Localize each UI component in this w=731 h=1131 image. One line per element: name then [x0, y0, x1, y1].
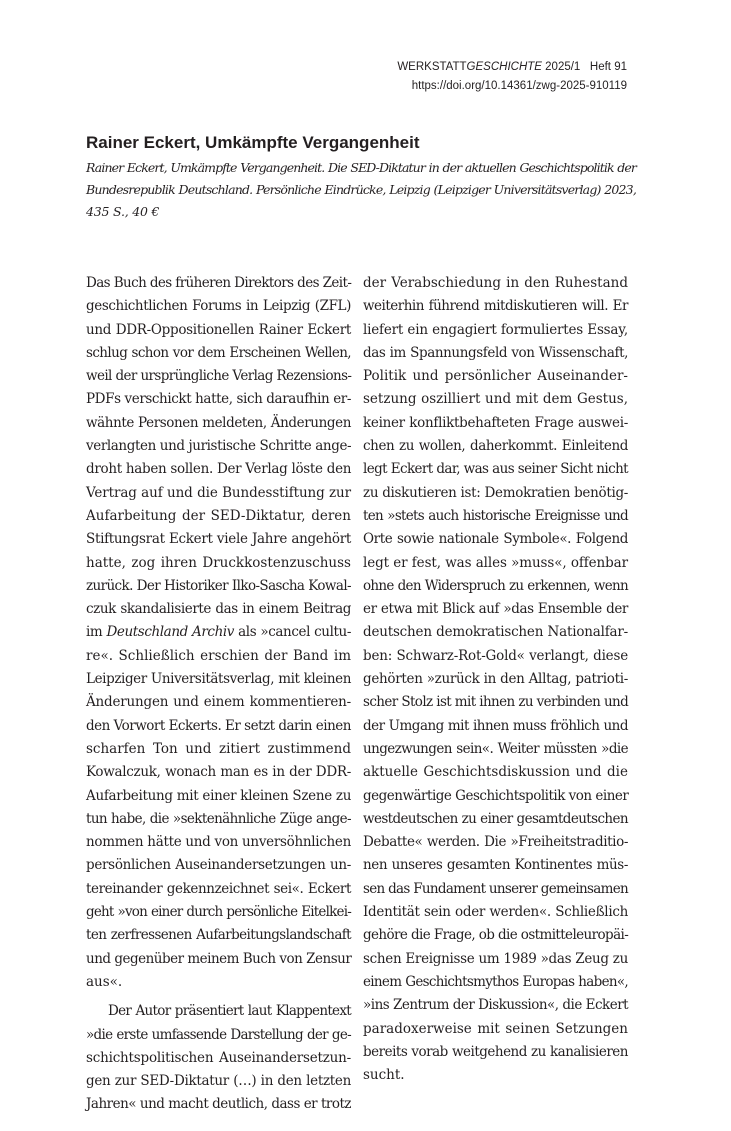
body-text-line: sucht. — [363, 1067, 405, 1084]
body-text-line: legt er fest, was alles »muss«, offenbar — [363, 554, 628, 571]
body-text-line: tun habe, die »sektenähnliche Züge ange- — [86, 810, 351, 827]
body-text-line: tereinander gekennzeichnet sei«. Eckert — [86, 880, 351, 897]
body-text-line: nommen hätte und von unversöhnlichen — [86, 834, 352, 851]
body-text-line: Stiftungsrat Eckert viele Jahre angehört — [86, 531, 351, 548]
body-text-line: Kowalczuk, wonach man es in der DDR- — [86, 764, 351, 781]
review-title: Rainer Eckert, Umkämpfte Vergangenheit — [86, 133, 420, 152]
body-text-line: schichtspolitischen Auseinandersetzun- — [86, 1049, 351, 1066]
reference-line: Rainer Eckert, Umkämpfte Vergangenheit. Die SED-Diktatur in der aktuellen Geschichtspolitik der — [86, 160, 636, 175]
body-text-line: geschichtlichen Forums in Leipzig (ZFL) — [86, 298, 351, 315]
body-text-line: Leipziger Universitätsverlag, mit kleinen — [86, 671, 351, 688]
journal-issue-line — [397, 58, 627, 77]
body-text-line: chen zu wollen, daherkommt. Einleitend — [363, 438, 628, 455]
body-text-line: legt Eckert dar, was aus seiner Sicht nicht — [363, 461, 628, 478]
doi-link[interactable]: https://doi.org/10.14361/zwg-2025-910119 — [411, 80, 627, 92]
body-text-line: schen Ereignisse um 1989 »das Zeug zu — [363, 950, 628, 967]
body-text-line: er etwa mit Blick auf »das Ensemble der — [363, 601, 628, 618]
body-text-line: ben: Schwarz-Rot-Gold« verlangt, diese — [363, 647, 628, 664]
body-text-line: Vertrag auf und die Bundesstiftung zur — [86, 484, 351, 501]
body-text-line: schlug schon vor dem Erscheinen Wellen, — [86, 344, 351, 361]
body-text-line: Jahren« und macht deutlich, dass er trotz — [86, 1096, 351, 1113]
journal-header — [397, 58, 627, 96]
body-text-line: weiterhin führend mitdiskutieren will. Er — [363, 298, 628, 315]
body-text-line: gehörten »zurück in den Alltag, patrioti- — [363, 671, 628, 688]
body-text-line: und DDR-Oppositionellen Rainer Eckert — [86, 321, 351, 338]
body-text-line: den Vorwort Eckerts. Er setzt darin einen — [86, 717, 351, 734]
body-text-line: Änderungen und einem kommentieren- — [86, 694, 351, 711]
body-text-line: liefert ein engagiert formuliertes Essay, — [363, 321, 628, 338]
body-text-line: ohne den Widerspruch zu erkennen, wenn — [363, 577, 628, 594]
body-text-line: und gegenüber meinem Buch von Zensur — [86, 950, 352, 967]
body-text-line: aktuelle Geschichtsdiskussion und die — [363, 764, 628, 781]
body-column-right — [363, 272, 628, 1087]
body-text-line: der Verabschiedung in den Ruhestand — [363, 275, 628, 291]
body-text-line: Debatte« werden. Die »Freiheitstraditio- — [363, 834, 628, 851]
body-text-line: Aufarbeitung mit einer kleinen Szene zu — [86, 787, 352, 804]
body-text-line: zurück. Der Historiker Ilko-Sascha Kowal- — [86, 577, 351, 594]
body-text-line: czuk skandalisierte das in einem Beitrag — [86, 601, 351, 618]
body-text-line: nen unseres gesamten Kontinentes müs- — [363, 857, 628, 874]
reference-line: 435 S., 40 € — [86, 204, 160, 219]
journal-title-italic: Deutschland Archiv — [106, 624, 235, 641]
body-text-line: deutschen demokratischen Nationalfar- — [363, 624, 628, 641]
body-text-line: gegenwärtige Geschichtspolitik von einer — [363, 787, 629, 804]
body-text-line: der Umgang mit ihnen muss fröhlich und — [363, 717, 628, 734]
body-text-line: das im Spannungsfeld von Wissenschaft, — [363, 344, 628, 361]
body-text-line: gen zur SED-Diktatur (…) in den letzten — [86, 1073, 351, 1090]
body-text-line: scharfen Ton und zitiert zustimmend — [86, 740, 351, 757]
body-text-line: Aufarbeitung der SED-Diktatur, deren — [86, 507, 351, 524]
body-text-line: persönlichen Auseinandersetzungen un- — [86, 857, 351, 874]
journal-name-italic: GESCHICHTE — [466, 61, 542, 73]
journal-name-prefix: WERKSTATT — [397, 61, 467, 73]
body-text-line: westdeutschen zu einer gesamtdeutschen — [363, 810, 628, 827]
body-text-line: bereits vorab weitgehend zu kanalisieren — [363, 1043, 628, 1060]
journal-issue: 2025/1 Heft 91 — [541, 61, 627, 73]
body-text-line: Das Buch des früheren Direktors des Zeit- — [86, 275, 352, 291]
body-text-line: droht haben sollen. Der Verlag löste den — [86, 461, 352, 478]
body-text-line: ten »stets auch historische Ereignisse und — [363, 507, 628, 524]
body-text-line: verlangten und juristische Schritte ange- — [86, 438, 352, 455]
body-text-line: gehöre die Frage, ob die ostmitteleuropäi- — [363, 927, 629, 944]
body-text-line: paradoxerweise mit seinen Setzungen — [363, 1020, 628, 1037]
body-text-line: re«. Schließlich erschien der Band im — [86, 647, 351, 664]
body-text-line: einem Geschichtsmythos Europas haben«, — [363, 973, 628, 990]
body-text-line: wähnte Personen meldeten, Änderungen — [86, 414, 351, 431]
body-text-line: »ins Zentrum der Diskussion«, die Eckert — [363, 997, 629, 1014]
body-text-line: aus«. — [86, 973, 123, 990]
body-text-line: geht »von einer durch persönliche Eitelkei- — [86, 904, 351, 921]
body-text-line: scher Stolz ist mit ihnen zu verbinden und — [363, 694, 629, 711]
body-text-line: sen das Fundament unserer gemeinsamen — [363, 880, 628, 897]
body-text-line: Politik und persönlicher Auseinander- — [363, 368, 628, 385]
body-text-line: ungezwungen sein«. Weiter müssten »die — [363, 740, 628, 757]
body-text-line: hatte, zog ihren Druckkostenzuschuss — [86, 554, 351, 571]
body-text-line: ten zerfressenen Aufarbeitungslandschaft — [86, 927, 351, 944]
body-text-line: keiner konfliktbehafteten Frage auswei- — [363, 414, 628, 431]
body-text-line: »die erste umfassende Darstellung der ge- — [86, 1026, 351, 1043]
body-text-line: Identität sein oder werden«. Schließlich — [363, 904, 628, 921]
body-column-left — [86, 272, 351, 1117]
body-text-line: weil der ursprüngliche Verlag Rezensions- — [86, 368, 352, 385]
reference-line: Bundesrepublik Deutschland. Persönliche Eindrücke, Leipzig (Leipziger Universitätsverlag) 2023, — [86, 182, 636, 197]
body-text-line: Der Autor präsentiert laut Klappentext — [108, 1003, 351, 1020]
body-text-line: PDFs verschickt hatte, sich daraufhin er- — [86, 391, 351, 408]
book-reference — [86, 157, 636, 223]
body-text-line: Orte sowie nationale Symbole«. Folgend — [363, 531, 628, 548]
body-text-line: zu diskutieren ist: Demokratien benötig- — [363, 484, 629, 501]
body-text-line: setzung oszilliert und mit dem Gestus, — [363, 391, 628, 408]
body-text-line: im Deutschland Archiv als »cancel cultu- — [86, 624, 351, 641]
